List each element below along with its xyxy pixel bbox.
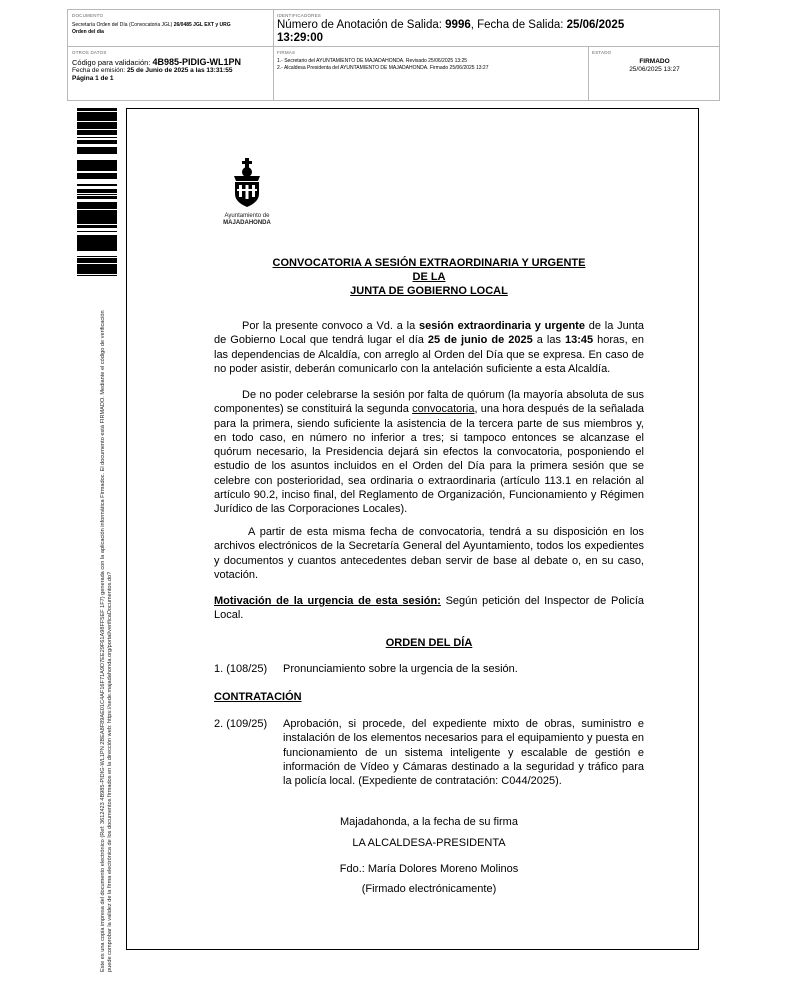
title-line-1: CONVOCATORIA A SESIÓN EXTRAORDINARIA Y URGENTE [272, 257, 586, 269]
firma-line-1: 1.- Secretario del AYUNTAMIENTO DE MAJADAHONDA. Revisado 25/06/2025 13:25 [277, 58, 468, 64]
ayuntamiento-logo [214, 158, 280, 230]
documento-line1: Secretaría Orden del Día (Convocatoria JGL) [72, 22, 173, 28]
motivacion-text: Según petición del Inspector de Policía Local. [214, 595, 644, 622]
anotacion-number: 9996 [445, 19, 471, 31]
identificadores-cell [277, 13, 717, 45]
firmas-caption: FIRMAS [277, 50, 296, 55]
estado-caption: ESTADO [592, 50, 612, 55]
identificadores-caption: IDENTIFICADORES [277, 13, 322, 18]
page-count: Página 1 de 1 [72, 75, 114, 82]
title-line-2: DE LA [412, 271, 446, 283]
paragraph-documentacion: A partir de esta misma fecha de convocatoria, tendrá a su disposición en los archivos electrónicos de la Secretaría General del Ayuntamiento, todos los expedientes y documentos y cuantos antecedentes deban servir de base al debate o, en su caso, votación. [214, 526, 644, 581]
agenda-item-2 [214, 717, 644, 791]
agenda-item-2-number: 2. (109/25) [214, 718, 268, 730]
paragraph-quorum: De no poder celebrarse la sesión por falta de quórum (la mayoría absoluta de sus componentes) se constituirá la segunda convocatoria, una hora después de la señalada para la primera, siendo suficiente la asistencia de la tercera parte de sus miembros y, en todo caso, en número no inferior a tres; si tampoco entonces se alcanzase el quórum necesario, la Presidencia dejará sin efectos la convocatoria, posponiendo el estudio de los asuntos incluidos en el Orden del Día para la primera sesión que se celebre con posterioridad, sea ordinaria o extraordinaria (artículo 113.1 en relación al artículo 90.2, inciso final, del Reglamento de Organización, Funcionamiento y Régimen Jurídico de las Corporaciones Locales). [214, 389, 644, 516]
firmas-cell [277, 50, 585, 100]
motivacion-urgencia [214, 594, 644, 623]
paragraph-convocatoria: Por la presente convoco a Vd. a la sesión extraordinaria y urgente de la Junta de Gobierno Local que tendrá lugar el día 25 de junio de 2025 a las 13:45 horas, en las dependencias de Alcaldía, con arreglo al Orden del Día que se expresa. En caso de no poder asistir, deberán comunicarlo con la antelación suficiente a esta Alcaldía. [214, 320, 644, 375]
documento-caption: DOCUMENTO [72, 13, 104, 18]
document-header-table [67, 9, 720, 101]
estado-cell [592, 50, 717, 100]
contratacion-heading: CONTRATACIÓN [214, 691, 302, 703]
signature-name: Fdo.: María Dolores Moreno Molinos [339, 863, 519, 875]
logo-label-bottom: MAJADAHONDA [223, 220, 271, 226]
barcode-image [77, 108, 117, 278]
logo-label-top: Ayuntamiento de [224, 213, 270, 219]
agenda-item-1 [214, 662, 644, 678]
side-note-line-1: Este es una copia impresa del documento electrónico (Ref: 3612423 4B985-PIDIG-WL1PN 2BEA8F89AE01C4AF16F71A9D7EE29F61A98FF5EF 1F7) generada con la aplicación informática Firmadoc. El documento está FIRMADO. Mediante el código de verificación [100, 310, 106, 972]
validation-code: 4B985-PIDIG-WL1PN [152, 57, 242, 67]
documento-ref: 26/0485 JGL EXT y URG [173, 22, 231, 28]
agenda-item-2-text: Aprobación, si procede, del expediente mixto de obras, suministro e instalación de los elementos necesarios para el equipamiento y puesta en funcionamiento de un sistema inteligente y escalable de gestión e información de Vídeo y Cámaras destinado a la seguridad y tráfico para la policía local. (Expediente de contratación: C044/2025). [283, 718, 644, 788]
firma-line-2: 2.- Alcaldesa Presidenta del AYUNTAMIENTO DE MAJADAHONDA. Firmado 25/06/2025 13:27 [277, 65, 489, 71]
documento-cell [72, 13, 270, 45]
title-line-3: JUNTA DE GOBIERNO LOCAL [350, 285, 508, 297]
agenda-item-1-text: Pronunciamiento sobre la urgencia de la sesión. [283, 663, 518, 675]
documento-line2: Orden del día [72, 29, 104, 35]
anotacion-salida: Número de Anotación de Salida: 9996, Fecha de Salida: 25/06/2025 13:29:00 [277, 19, 625, 44]
crest-icon [227, 158, 267, 208]
orden-del-dia-heading: ORDEN DEL DÍA [385, 637, 473, 649]
signature-note: (Firmado electrónicamente) [361, 883, 497, 895]
otros-datos-cell [72, 50, 270, 100]
validation-code-line: Código para validación: 4B985-PIDIG-WL1PN [72, 57, 242, 67]
otros-caption: OTROS DATOS [72, 50, 107, 55]
estado-datetime: 25/06/2025 13:27 [629, 66, 680, 73]
emission-date: Fecha de emisión: 25 de Junio de 2025 a las 13:31:55 [72, 67, 233, 74]
anotacion-time: 13:29:00 [277, 32, 324, 44]
agenda-item-1-number: 1. (108/25) [214, 663, 268, 675]
side-verification-note [100, 272, 114, 972]
side-note-line-2: puede comprobar la validez de la firma electrónica de los documentos firmados en la dirección web: https://sede.majadahonda.org/portal/verificaDocumentos.do? [107, 571, 113, 972]
signature-role: LA ALCALDESA-PRESIDENTA [352, 837, 506, 849]
signature-place: Majadahonda, a la fecha de su firma [340, 816, 518, 828]
anotacion-date: 25/06/2025 [566, 19, 625, 31]
motivacion-label: Motivación de la urgencia de esta sesión: [214, 595, 441, 607]
convocatoria-title [214, 256, 644, 298]
estado-status: FIRMADO [639, 58, 670, 65]
